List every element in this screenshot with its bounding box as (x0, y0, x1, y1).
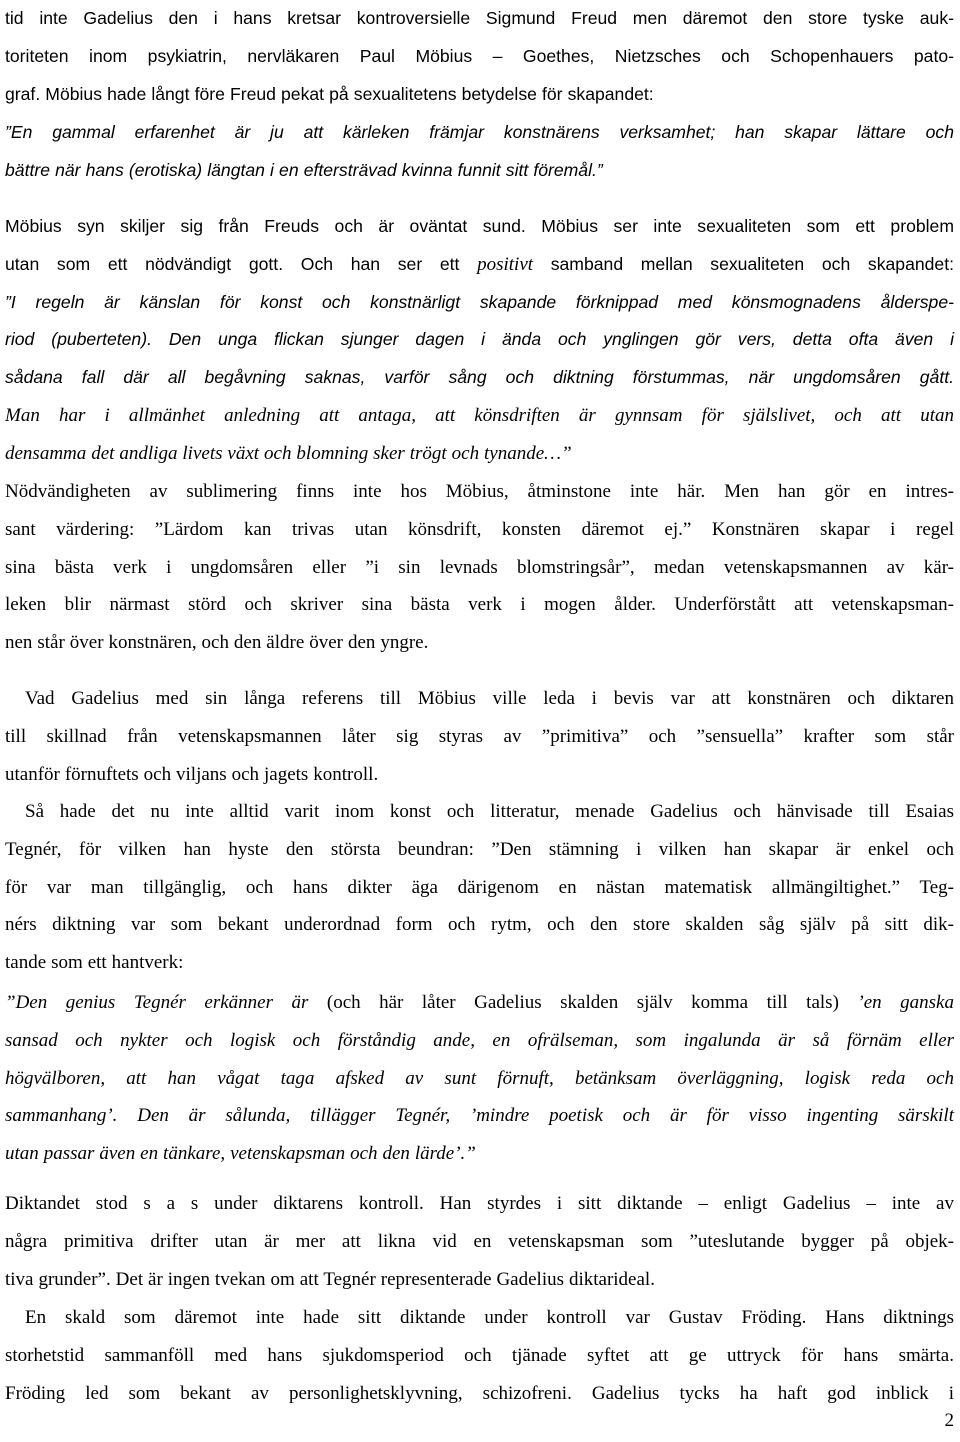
quote-mobius-erotic (5, 114, 954, 190)
text-line: för var man tillgänglig, och hans dikter äga därigenom en nästan matematisk allmängiltighet.” Teg- (5, 876, 954, 898)
text-line: nérs diktning var som bekant underordnad form och rytm, och den store skalden såg själv på sitt dik- (5, 914, 954, 936)
text-line: ”I regeln är känslan för konst och konstnärligt skapande förknippad med könsmognadens ålderspe- (5, 291, 954, 312)
text-span: ”Den genius Tegnér erkänner är (5, 992, 309, 1013)
text-line: Tegnér, för vilken han hyste den största beundran: ”Den stämning i vilken han skapar är enkel och (5, 838, 954, 860)
text-line: sina bästa verk i ungdomsåren eller ”i sin levnads blomstringsår”, medan vetenskapsmannen av kär- (5, 556, 954, 578)
paragraph-mobius-sound-view (5, 208, 954, 473)
text-line: ”En gammal erfarenhet är ju att kärleken främjar konstnärens verksamhet; han skapar lättare och (5, 122, 954, 142)
text-line: sådana fall där all begåvning saknas, varför sång och diktning förstummas, när ungdomsåren gått. (5, 367, 954, 388)
text-line: bättre när hans (erotiska) längtan i en eftersträvad kvinna funnit sitt föremål.” (5, 159, 603, 180)
paragraph-tegner (5, 793, 954, 982)
text-line: leken blir närmast störd och skriver sina bästa verk i mogen ålder. Underförstått att vetenskapsman- (5, 594, 954, 616)
text-line: sansad och nykter och logisk och förståndig ande, en ofrälseman, som ingalunda är så förnäm eller (5, 1029, 954, 1051)
text-line: utanför förnuftets och viljans och jagets kontroll. (5, 763, 379, 785)
text-line: En skald som däremot inte hade sitt diktande under kontroll var Gustav Fröding. Hans diktnings (25, 1307, 954, 1328)
text-line: densamma det andliga livets växt och blomning sker trögt och tynande…” (5, 442, 572, 464)
text-line: riod (puberteten). Den unga flickan sjunger dagen i ända och ynglingen gör vers, detta ofta även i (5, 329, 954, 350)
text-span: (och här låter Gadelius skalden själv komma till tals) (308, 992, 858, 1013)
paragraph-freud-mobius (5, 0, 954, 113)
emphasis-positivt: positivt (477, 253, 534, 275)
text-span: utan som ett nödvändigt gott. Och han ser ett (5, 253, 478, 274)
text-line (5, 246, 954, 284)
text-line (5, 984, 954, 1022)
text-line: graf. Möbius hade långt före Freud pekat på sexualitetens betydelse för skapandet: (5, 83, 654, 104)
text-line: några primitiva drifter utan är mer att likna vid en vetenskapsman som ”uteslutande bygger på objek- (5, 1230, 954, 1252)
paragraph-froding (5, 1299, 954, 1412)
text-line: sant värdering: ”Lärdom kan trivas utan könsdrift, konsten däremot ej.” Konstnären skapar i regel (5, 518, 954, 540)
text-span: samband mellan sexualiteten och skapandet: (533, 253, 954, 274)
text-line: toriteten inom psykiatrin, nervläkaren Paul Möbius – Goethes, Nietzsches och Schopenhauers pato- (5, 45, 954, 66)
paragraph-gadelius-reference (5, 680, 954, 793)
text-line: Möbius syn skiljer sig från Freuds och är oväntat sund. Möbius ser inte sexualiteten som ett problem (5, 216, 954, 236)
text-line: tiva grunder”. Det är ingen tvekan om att Tegnér representerade Gadelius diktarideal. (5, 1268, 655, 1290)
text-line: tande som ett hantverk: (5, 952, 184, 974)
text-line: utan passar även en tänkare, vetenskapsman och den lärde’.” (5, 1143, 476, 1165)
text-line: Så hade det nu inte alltid varit inom konst och litteratur, menade Gadelius och hänvisade till Esaias (25, 801, 954, 822)
text-line: Man har i allmänhet anledning att antaga, att könsdriften är gynnsam för själslivet, och att utan (5, 404, 954, 426)
page-number: 2 (944, 1410, 954, 1431)
paragraph-diktandet (5, 1185, 954, 1298)
text-line: Fröding led som bekant av personlighetsklyvning, schizofreni. Gadelius tycks ha haft god inblick i (5, 1382, 954, 1404)
quote-tegner-genius (5, 984, 954, 1173)
text-line: sammanhang’. Den är sålunda, tillägger Tegnér, ’mindre poetisk och är för visso ingenting särskilt (5, 1105, 954, 1127)
text-line: högvälboren, att han vågat taga afsked av sunt förnuft, betänksam överläggning, logisk reda och (5, 1067, 954, 1089)
text-line: Vad Gadelius med sin långa referens till Möbius ville leda i bevis var att konstnären och diktaren (25, 688, 954, 709)
text-line: Nödvändigheten av sublimering finns inte hos Möbius, åtminstone inte här. Men han gör en intres- (5, 481, 954, 502)
text-line: till skillnad från vetenskapsmannen låter sig styras av ”primitiva” och ”sensuella” krafter som står (5, 725, 954, 747)
text-line: nen står över konstnären, och den äldre över den yngre. (5, 632, 429, 654)
text-span: ’en ganska (857, 992, 954, 1013)
paragraph-sublimation (5, 473, 954, 662)
text-line: storhetstid sammanföll med hans sjukdomsperiod och tjänade syftet att ge uttryck för hans smärta. (5, 1344, 954, 1366)
text-line: Diktandet stod s a s under diktarens kontroll. Han styrdes i sitt diktande – enligt Gadelius – inte av (5, 1193, 954, 1214)
text-line: tid inte Gadelius den i hans kretsar kontroversielle Sigmund Freud men däremot den store tyske auk- (5, 8, 954, 28)
